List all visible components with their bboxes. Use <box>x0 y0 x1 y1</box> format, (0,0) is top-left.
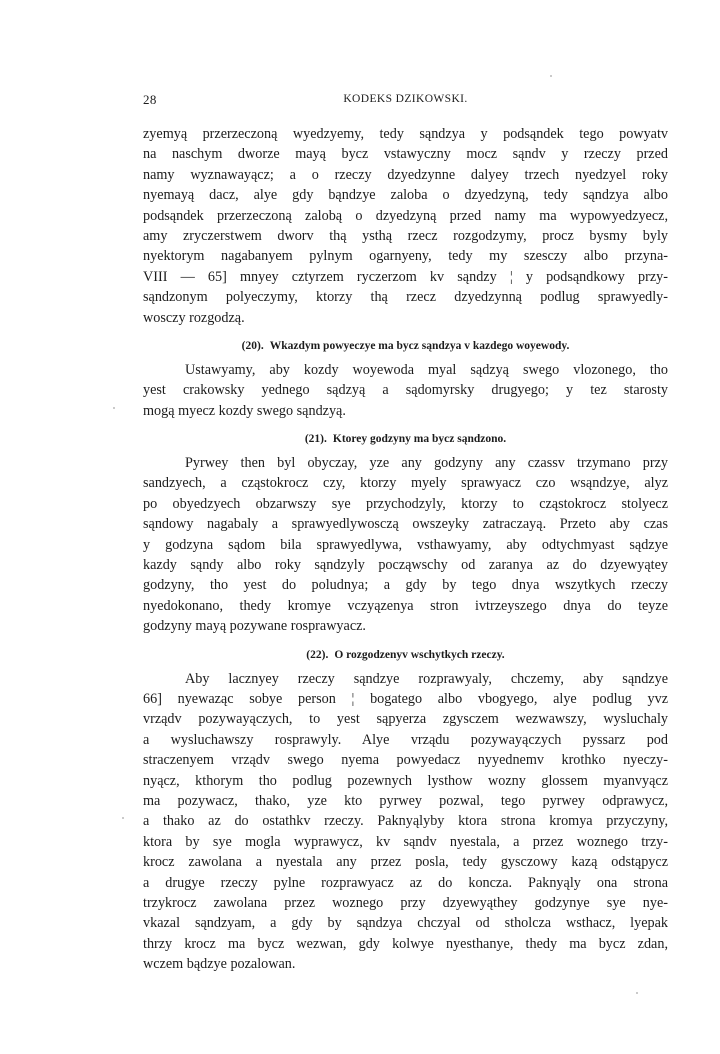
text-line: vkazal sąndzyam, a gdy by sąndzya chczyal od stholcza wsthacz, lyepak <box>143 915 668 932</box>
text-line: a thako az do ostathkv rzeczy. Paknyąlyby ktora strona kromya przyczyny, <box>143 813 668 830</box>
running-head <box>143 92 668 116</box>
text-line: nyektorym nagabanyem pylnym ogarnyeny, tedy my szesczy albo przyna- <box>143 248 668 265</box>
body-text <box>143 124 668 974</box>
text-line: wosczy rozgodzą. <box>143 309 245 326</box>
text-line: zyemyą przerzeczoną wyedzyemy, tedy sąndzya y podsąndek tego powyatv <box>143 126 668 142</box>
text-line: 66] nyewaząc sobye person ¦ bogatego albo vbogyego, alye podlug yvz <box>143 690 668 707</box>
text-line: trzykrocz zawolana przez woznego przy dzyewyąthey godzynye sye nye- <box>143 894 668 911</box>
text-line: godzyny mayą pozywane rosprawyacz. <box>143 618 366 635</box>
text-line: po obyedzyech obzarwszy sye przychodzyly, ktorzy to cząstokrocz stolyecz <box>143 495 668 512</box>
running-title: KODEKS DZIKOWSKI. <box>343 93 468 105</box>
paragraph <box>143 360 668 421</box>
text-line: wczem bądzye pozalowan. <box>143 956 296 973</box>
paper-speck <box>636 992 638 994</box>
text-line: namy wyznawayącz; a o rzeczy dzyedzynne dalyey trzech nyedzyel roky <box>143 166 668 183</box>
text-line: yest crakowsky yednego sądzyą a sądomyrsky drugyego; y tez starosty <box>143 382 668 399</box>
section-title: Wkazdym powyeczye ma bycz sąndzya v kazdego woyewody. <box>269 339 570 352</box>
paragraph <box>143 669 668 975</box>
paragraph <box>143 124 668 328</box>
section-heading <box>143 334 668 358</box>
section-title: O rozgodzenyv wschytkych rzeczy. <box>334 648 505 661</box>
text-line: godzyny, tho yest do poludnya; a gdy by tego dnya wszytkych rzeczy <box>143 577 668 594</box>
text-line: podsąndek przerzeczoną zalobą o dzyedzyną przed namy ma wypowyedzyecz, <box>143 207 668 224</box>
text-line: a drugye rzeczy pylne rozprawyacz az do koncza. Paknyąly ona strona <box>143 874 668 891</box>
text-line: sąndowy nagabaly a sprawyedlywosczą owszeyky zatraczayą. Przeto aby czas <box>143 516 668 533</box>
section-number: (22). <box>306 648 329 661</box>
text-line: krocz zawolana a nyestala any przez posla, tedy gysczowy kazą odstąpycz <box>143 854 668 871</box>
paper-speck <box>122 817 124 819</box>
text-line: VIII — 65] mnyey cztyrzem ryczerzom kv sąndzy ¦ y podsąndkowy przy- <box>143 268 668 285</box>
text-line: ma pozywacz, thako, yze kto pyrwey pozwal, tego pyrwey odprawycz, <box>143 792 668 809</box>
text-line: y godzyna sądom bila sprawyedlywa, vsthawyamy, aby odtychmyast sądzye <box>143 536 668 553</box>
text-line: mogą myecz kozdy swego sąndzyą. <box>143 402 346 419</box>
section-heading <box>143 643 668 667</box>
section-number: (21). <box>304 433 327 446</box>
paper-speck <box>113 407 115 409</box>
text-line: na naschym dworze mayą bycz vstawyczny mocz sąndv y rzeczy przed <box>143 146 668 163</box>
text-line: ktora by sye mogla wyprawycz, kv sąndv nyestala, a przez woznego trzy- <box>143 833 668 850</box>
text-line: Pyrwey then byl obyczay, yze any godzyny any czassv trzymano przy <box>185 455 668 472</box>
text-line: a wysluchawszy rosprawyly. Alye vrządu pozywayączych pyssarz pod <box>143 731 668 748</box>
text-line: sąndzonym polyeczymy, ktorzy thą rzecz dzyedzynną podlug sprawyedly- <box>143 289 668 306</box>
section-title: Ktorey godzyny ma bycz sąndzono. <box>332 433 507 446</box>
text-line: vrządv pozywayączych, to yest sąpyerza zgysczem wezwawszy, wysluchaly <box>143 711 668 728</box>
section-heading <box>143 427 668 451</box>
section-number: (20). <box>241 339 264 352</box>
text-line: Aby lacznyey rzeczy sąndzye rozprawyaly, chczemy, aby sąndzye <box>185 670 668 687</box>
text-line: sandzyech, a cząstokrocz czy, ktorzy myely sprawyacz czo wsąndzye, alyz <box>143 475 668 492</box>
text-line: thrzy krocz ma bycz wezwan, gdy kolwye nyesthanye, thedy ma bycz zdan, <box>143 935 668 952</box>
text-line: kazdy sąndy albo roky sąndzyly począwschy od zaranya az do dzyewyątey <box>143 557 668 574</box>
text-line: Ustawyamy, aby kozdy woyewoda myal sądzyą swego vlozonego, tho <box>185 361 668 378</box>
paper-speck <box>550 75 552 77</box>
text-line: nyącz, kthorym tho podlug pozewnych lysthow wozny glossem myanvyącz <box>143 772 668 789</box>
page-number: 28 <box>143 92 157 107</box>
paragraph <box>143 453 668 637</box>
text-line: nyedokonano, thedy kromye vczyązenya stron ivtrzeyszego dnya do teyze <box>143 597 668 614</box>
book-page <box>143 92 668 974</box>
text-line: nyemayą dacz, alye gdy bąndzye zaloba o dzyedzyną, tedy sąndzya albo <box>143 187 668 204</box>
text-line: straczenyem vrządv swego nyema powyedacz nyyednemv krothko nyeczy- <box>143 752 668 769</box>
text-line: amy zryczerstwem dworv thą ysthą rzecz rozgodzymy, procz bysmy byly <box>143 227 668 244</box>
